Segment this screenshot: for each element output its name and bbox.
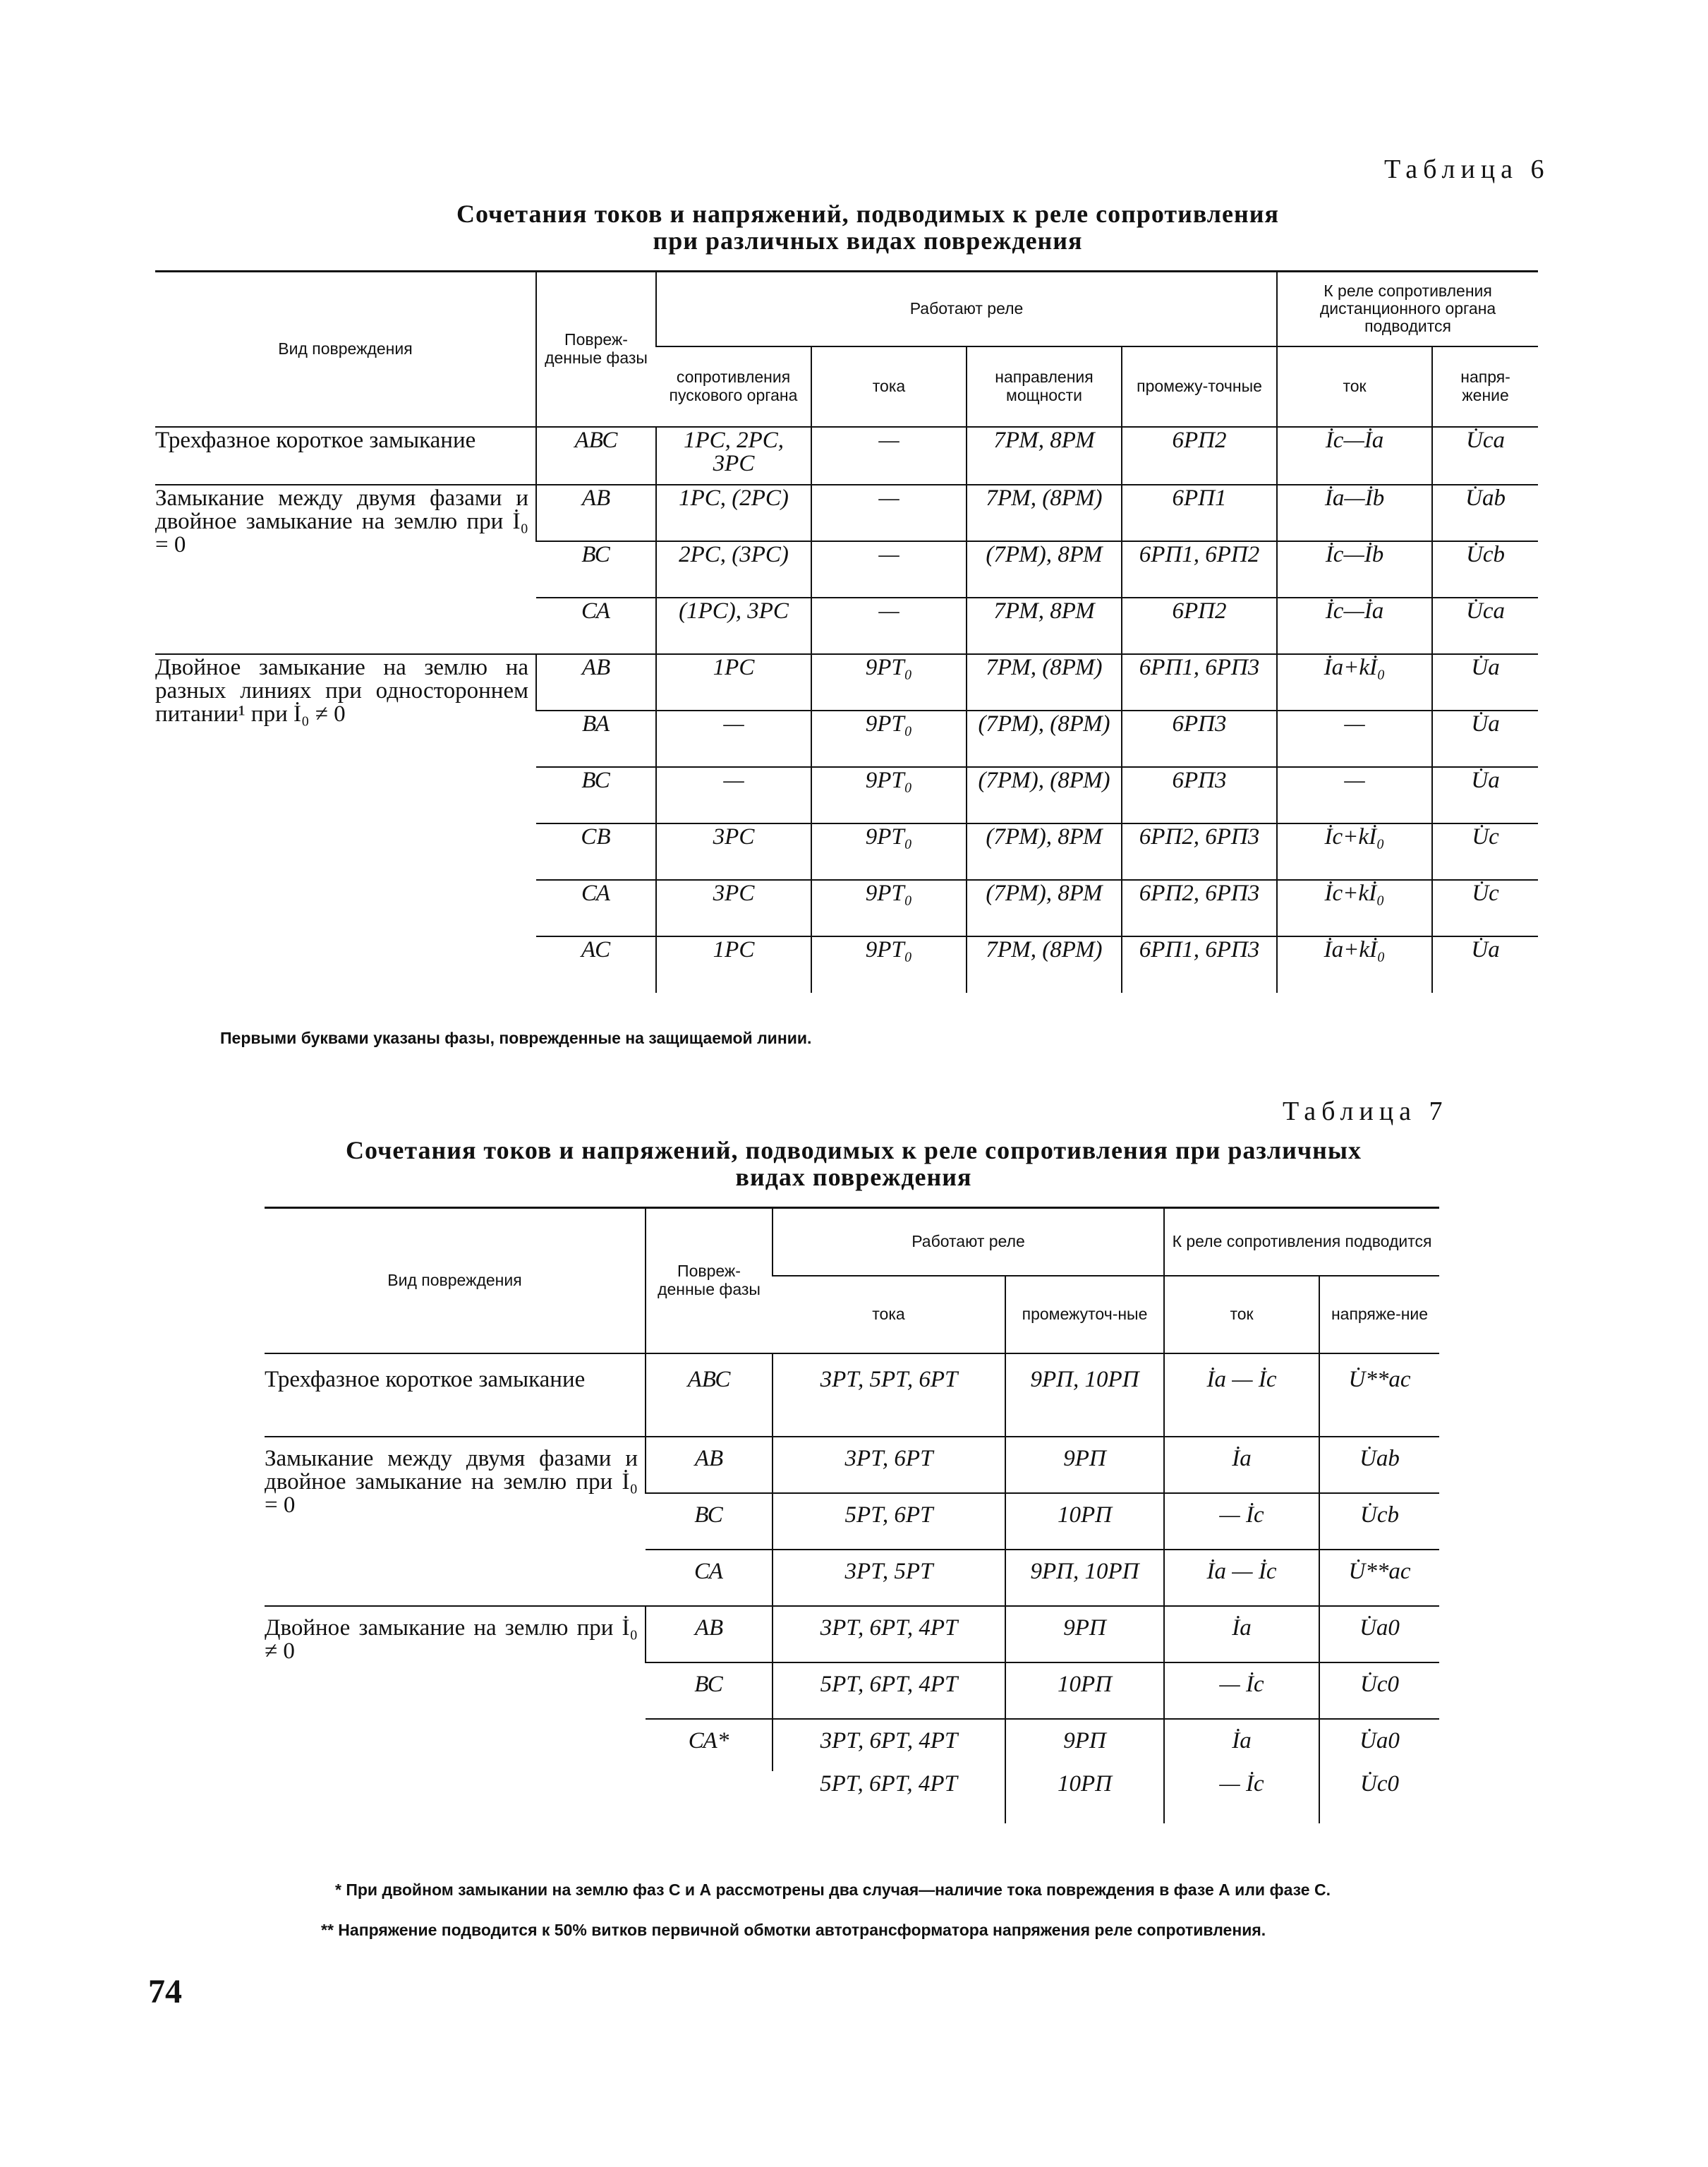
table6-cell: U̇a	[1432, 767, 1538, 823]
table6-cell: —	[811, 427, 967, 485]
table6-cell: 6РП1, 6РП3	[1122, 936, 1277, 993]
table6-cell: İc—İb	[1277, 541, 1432, 598]
table6-cell: İc+kİ₀	[1277, 823, 1432, 880]
table7-cell: U̇a0	[1319, 1719, 1439, 1771]
table6-header-start: сопротивления пускового органа	[656, 346, 811, 427]
table7-cell: 10РП	[1005, 1771, 1164, 1823]
table6-cell: 3РС	[656, 823, 811, 880]
table6-cell: U̇ca	[1432, 427, 1538, 485]
table6-header-voltage: напря-жение	[1432, 346, 1538, 427]
table6-cell: ВС	[536, 767, 656, 823]
table6-cell: 6РП1, 6РП2	[1122, 541, 1277, 598]
table6-cell: U̇a	[1432, 936, 1538, 993]
table7-cell: ВС	[646, 1662, 773, 1719]
table6-cell: 3РС	[656, 880, 811, 936]
table6-cell: 9РТ₀	[811, 711, 967, 767]
table6-cell: —	[656, 711, 811, 767]
table7-cell: İa — İc	[1164, 1353, 1319, 1437]
table7-cell: İa	[1164, 1437, 1319, 1493]
table7-group-3: Двойное замыкание на землю при İ₀ ≠ 0	[265, 1606, 646, 1823]
table6-cell: 6РП2, 6РП3	[1122, 823, 1277, 880]
table6-cell: 6РП2	[1122, 598, 1277, 654]
table6-group-2: Замыкание между двумя фазами и двойное замыкание на землю при İ₀ = 0	[155, 485, 536, 654]
table6-cell: 2РС, (3РС)	[656, 541, 811, 598]
table7	[265, 1207, 1439, 1823]
table6-cell: U̇cb	[1432, 541, 1538, 598]
table7-footnote-2: ** Напряжение подводится к 50% витков первичной обмотки автотрансформатора напряжения реле сопротивления.	[321, 1921, 1266, 1939]
table6-cell: U̇c	[1432, 823, 1538, 880]
table-row	[265, 1437, 1439, 1493]
table6-header-power: направления мощности	[967, 346, 1122, 427]
table-row	[155, 654, 1538, 711]
table-row	[265, 1353, 1439, 1437]
table6-cell: 9РТ₀	[811, 880, 967, 936]
table7-cell: — İc	[1164, 1662, 1319, 1719]
table6-cell: (7РМ), (8РМ)	[967, 767, 1122, 823]
table6-caption: Таблица 6	[1384, 155, 1550, 184]
table7-cell: İa — İc	[1164, 1550, 1319, 1606]
table7-cell: U̇ab	[1319, 1437, 1439, 1493]
table7-cell: СА	[646, 1550, 773, 1606]
table7-cell: 3РТ, 6РТ	[773, 1437, 1005, 1493]
table6-cell: U̇c	[1432, 880, 1538, 936]
table6-cell: (1РС), 3РС	[656, 598, 811, 654]
table6	[155, 270, 1538, 993]
table6-cell: АВ	[536, 654, 656, 711]
table7-header-inter: промежуточ-ные	[1005, 1276, 1164, 1353]
table7-cell: 10РП	[1005, 1493, 1164, 1550]
table7-cell: 5РТ, 6РТ, 4РТ	[773, 1662, 1005, 1719]
table7-cell: U̇**ac	[1319, 1353, 1439, 1437]
table7-cell: 3РТ, 6РТ, 4РТ	[773, 1719, 1005, 1771]
table7-cell: 5РТ, 6РТ, 4РТ	[820, 1770, 957, 1797]
table7-header-phases: Повреж-денные фазы	[646, 1208, 773, 1353]
table6-cell: U̇a	[1432, 711, 1538, 767]
table7-header-supply: К реле сопротивления подводится	[1164, 1208, 1439, 1276]
table6-cell: 6РП2	[1122, 427, 1277, 485]
table7-cell: СА*	[646, 1719, 773, 1823]
table6-cell: ВА	[536, 711, 656, 767]
page-number: 74	[148, 1973, 182, 2010]
table6-cell: 7РМ, (8РМ)	[967, 936, 1122, 993]
table6-header-inter: промежу-точные	[1122, 346, 1277, 427]
table7-footnote-1: * При двойном замыкании на землю фаз С и А рассмотрены два случая—наличие тока повреждения в фазе А или фазе С.	[335, 1881, 1331, 1899]
table6-cell: 1РС	[656, 936, 811, 993]
table6-cell: —	[656, 767, 811, 823]
table6-cell: 7РМ, 8РМ	[967, 598, 1122, 654]
table6-cell: 9РТ₀	[811, 936, 967, 993]
table6-cell: АС	[536, 936, 656, 993]
table7-cell: — İc	[1164, 1493, 1319, 1550]
table7-cell: АВ	[646, 1437, 773, 1493]
table6-cell: 1РС, (2РС)	[656, 485, 811, 541]
table6-cell: 1РС	[656, 654, 811, 711]
table7-title-line2: видах повреждения	[735, 1162, 972, 1191]
table7-group-1: Трехфазное короткое замыкание	[265, 1353, 646, 1437]
table6-cell: U̇ca	[1432, 598, 1538, 654]
table6-cell: U̇a	[1432, 654, 1538, 711]
table6-header-tok: ток	[1277, 346, 1432, 427]
table6-cell: СА	[536, 880, 656, 936]
table6-header-phases: Повреж-денные фазы	[536, 272, 656, 427]
table7-cell: ВС	[646, 1493, 773, 1550]
table6-cell: —	[811, 541, 967, 598]
table6-cell: —	[1277, 711, 1432, 767]
table6-cell: 7РМ, 8РМ	[967, 427, 1122, 485]
table7-cell: U̇c0	[1319, 1771, 1439, 1823]
table7-cell: 9РП	[1005, 1606, 1164, 1662]
table7-title-line1: Сочетания токов и напряжений, подводимых к реле сопротивления при различных	[346, 1136, 1362, 1164]
table6-cell: 6РП2, 6РП3	[1122, 880, 1277, 936]
table6-header-supply: К реле сопротивления дистанционного органа подводится	[1277, 272, 1538, 346]
table6-cell: (7РМ), 8РМ	[967, 880, 1122, 936]
table6-header-working: Работают реле	[656, 272, 1277, 346]
table6-cell: 6РП1	[1122, 485, 1277, 541]
table6-cell: İa—İb	[1277, 485, 1432, 541]
table6-group-3: Двойное замыкание на землю на разных линиях при одностороннем питании¹ при İ₀ ≠ 0	[155, 654, 536, 993]
table6-cell: ВС	[536, 541, 656, 598]
table7-cell: U̇**ac	[1319, 1550, 1439, 1606]
table6-header-current: тока	[811, 346, 967, 427]
table-row	[155, 427, 1538, 485]
table7-cell: 3РТ, 5РТ	[773, 1550, 1005, 1606]
table6-cell: —	[811, 598, 967, 654]
table7-header-tok: ток	[1164, 1276, 1319, 1353]
table6-cell: (7РМ), 8РМ	[967, 823, 1122, 880]
table6-cell: 9РТ₀	[811, 767, 967, 823]
table7-header-working: Работают реле	[773, 1208, 1164, 1276]
table6-footnote: Первыми буквами указаны фазы, поврежденные на защищаемой линии.	[220, 1029, 812, 1047]
table6-header-kind: Вид повреждения	[155, 272, 536, 427]
table7-header-voltage: напряже-ние	[1319, 1276, 1439, 1353]
table7-cell: 9РП	[1005, 1719, 1164, 1771]
table6-cell: İa+kİ₀	[1277, 936, 1432, 993]
table6-cell: İc+kİ₀	[1277, 880, 1432, 936]
table6-cell: АВ	[536, 485, 656, 541]
table6-title-line2: при различных видах повреждения	[653, 226, 1083, 255]
table6-cell: СА	[536, 598, 656, 654]
table6-cell: АВС	[536, 427, 656, 485]
table6-title	[296, 201, 1439, 255]
table7-cell: АВ	[646, 1606, 773, 1662]
table7-cell: 3РТ, 5РТ, 6РТ	[773, 1353, 1005, 1437]
table7-title	[268, 1137, 1439, 1191]
table7-cell: İa	[1164, 1719, 1319, 1771]
table6-cell: İc—İa	[1277, 427, 1432, 485]
table6-cell: 6РП1, 6РП3	[1122, 654, 1277, 711]
table6-cell: (7РМ), (8РМ)	[967, 711, 1122, 767]
table6-cell: 1РС, 2РС, 3РС	[656, 427, 811, 485]
table6-cell: İc—İa	[1277, 598, 1432, 654]
table6-cell: 7РМ, (8РМ)	[967, 654, 1122, 711]
table-row	[265, 1606, 1439, 1662]
table7-cell: 3РТ, 6РТ, 4РТ	[773, 1606, 1005, 1662]
table7-cell: İa	[1164, 1606, 1319, 1662]
table7-group-2: Замыкание между двумя фазами и двойное замыкание на землю при İ₀ = 0	[265, 1437, 646, 1606]
table6-cell: (7РМ), 8РМ	[967, 541, 1122, 598]
table7-header-current: тока	[773, 1276, 1005, 1353]
table6-cell: СВ	[536, 823, 656, 880]
table6-cell: 9РТ₀	[811, 823, 967, 880]
table6-cell: —	[1277, 767, 1432, 823]
table7-cell: 10РП	[1005, 1662, 1164, 1719]
table6-cell: —	[811, 485, 967, 541]
table-row	[155, 485, 1538, 541]
table6-cell: 9РТ₀	[811, 654, 967, 711]
table6-group-1: Трехфазное короткое замыкание	[155, 427, 536, 485]
table7-cell: 5РТ, 6РТ	[773, 1493, 1005, 1550]
table6-cell: İa+kİ₀	[1277, 654, 1432, 711]
table7-cell: — İc	[1164, 1771, 1319, 1823]
table6-cell: 7РМ, (8РМ)	[967, 485, 1122, 541]
table7-cell: U̇cb	[1319, 1493, 1439, 1550]
table7-cell: 9РП, 10РП	[1005, 1550, 1164, 1606]
table7-cell: 9РП, 10РП	[1005, 1353, 1164, 1437]
table7-header-kind: Вид повреждения	[265, 1208, 646, 1353]
table7-cell: U̇a0	[1319, 1606, 1439, 1662]
table7-cell: 9РП	[1005, 1437, 1164, 1493]
table7-cell: АВС	[646, 1353, 773, 1437]
table6-cell: 6РП3	[1122, 711, 1277, 767]
table6-cell: 6РП3	[1122, 767, 1277, 823]
table7-cell: U̇c0	[1319, 1662, 1439, 1719]
table7-caption: Таблица 7	[1283, 1097, 1448, 1126]
table6-cell: U̇ab	[1432, 485, 1538, 541]
table6-title-line1: Сочетания токов и напряжений, подводимых к реле сопротивления	[456, 200, 1279, 228]
